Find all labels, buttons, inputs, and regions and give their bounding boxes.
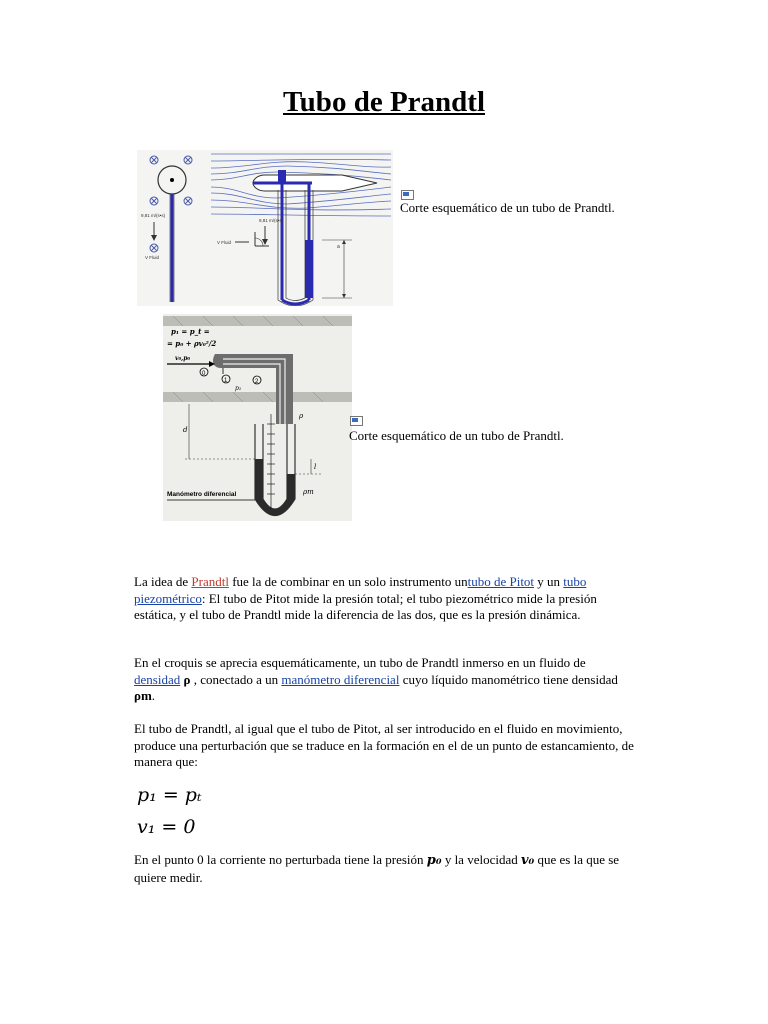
fig1-gravity-label-2: 9,81 m/(s•s): [259, 218, 284, 223]
equation-1-text: p₁ = pₜ: [137, 784, 202, 806]
link-tubo-de-pitot[interactable]: tubo de Pitot: [467, 574, 535, 589]
image-placeholder-icon-2: [350, 416, 363, 426]
fig2-p1-label: p₁: [235, 385, 242, 392]
fig2-rho-m-label: ρm: [303, 488, 314, 496]
fig1-height-label: a: [337, 244, 340, 250]
fig2-formula-line2: = p₀ + ρv₀²/2: [167, 339, 217, 348]
paragraph-intro: [134, 574, 634, 624]
p1-text-4: : El tubo de Pitot mide la presión total; el tubo piezométrico mide la presión estática, y el tubo de Prandtl mide la diferencia de las dos, que es la presión dinámica.: [134, 590, 597, 622]
fig1-fluid-label-2: V Fluid: [217, 240, 232, 245]
p2-text-1: En el croquis se aprecia esquemáticamente, un tubo de Prandtl inmerso en un fluido de: [134, 655, 586, 670]
fig2-point-2-label: 2: [255, 379, 259, 385]
equation-v1-zero: [137, 816, 195, 838]
image-placeholder-icon: [401, 190, 414, 200]
fig2-rho-label: ρ: [299, 412, 304, 420]
paragraph-croquis: [134, 655, 634, 705]
fig2-point-1-label: 1: [224, 378, 228, 384]
link-tubo-piezometrico[interactable]: tubo piezométrico: [134, 574, 587, 606]
link-densidad[interactable]: densidad: [134, 671, 181, 687]
link-manometro-diferencial[interactable]: manómetro diferencial: [281, 671, 400, 687]
figure2-caption: Corte esquemático de un tubo de Prandtl.: [349, 428, 564, 443]
figure-prandtl-streamlines: [137, 150, 393, 306]
p4-text-2: y la velocidad: [444, 852, 521, 867]
streamline-diagram: [137, 150, 393, 306]
p2-text-2: , conectado a un: [190, 671, 282, 687]
p2-text-3: cuyo líquido manométrico tiene densidad: [399, 671, 618, 687]
p4-text-3: que es la que se quiere medir.: [134, 852, 620, 885]
fig1-gravity-label: 9,81 m/(s•s): [141, 213, 166, 218]
p0-symbol: p₀: [426, 853, 442, 868]
v0-symbol: v₀: [520, 853, 535, 868]
p4-text-1: En el punto 0 la corriente no perturbada tiene la presión: [134, 852, 427, 867]
equation-2-text: v₁ = 0: [137, 816, 196, 838]
paragraph-punto-0: [134, 852, 634, 886]
p2-text-4: .: [151, 688, 156, 703]
equation-p1-pt: [137, 784, 202, 806]
rho-symbol: ρ: [180, 671, 191, 687]
fig2-l-label: l: [314, 463, 317, 471]
fig2-formula-line1: p₁ = p_t =: [171, 327, 210, 336]
p1-text-1: La idea de: [134, 574, 192, 589]
figure1-caption: Corte esquemático de un tubo de Prandtl.: [400, 200, 615, 215]
fig2-d-label: d: [183, 426, 188, 434]
p1-text-2: fue la de combinar en un solo instrumento un: [228, 574, 468, 589]
paragraph-estancamiento: El tubo de Prandtl, al igual que el tubo de Pitot, al ser introducido en el fluido en movimiento, produce una perturbación que se traduce en la formación en el de un punto de estancamiento, de manera que:: [134, 721, 634, 769]
fig2-point-0-label: 0: [202, 371, 206, 377]
link-prandtl[interactable]: Prandtl: [191, 574, 229, 589]
fig2-v0p0-label: v₀,p₀: [175, 355, 191, 362]
p1-text-3: y un: [534, 574, 564, 589]
fig1-fluid-label: V Fluid: [145, 255, 160, 260]
figure-prandtl-manometer: [163, 314, 352, 521]
fig2-manometer-label: Manómetro diferencial: [167, 491, 237, 498]
manometer-diagram: [163, 314, 352, 521]
page-title: Tubo de Prandtl: [283, 86, 485, 118]
rho-m-symbol: ρm: [134, 688, 152, 703]
